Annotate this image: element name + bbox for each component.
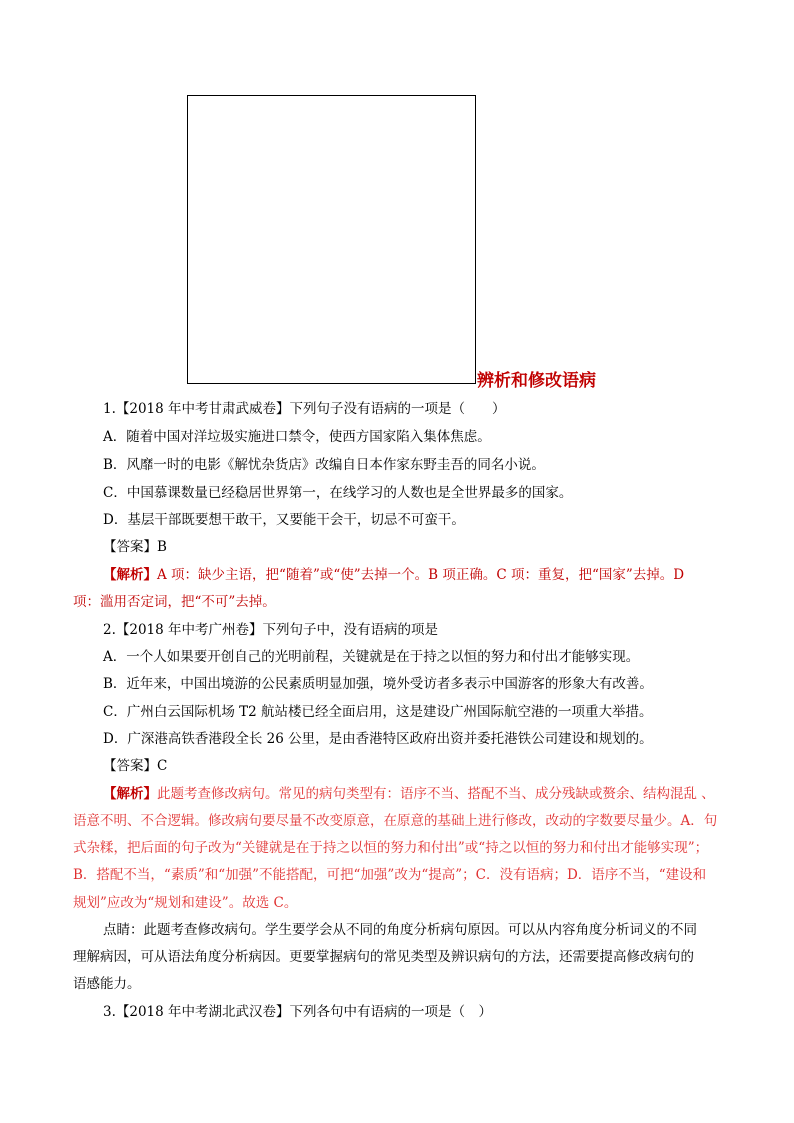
q2-option-d: D．广深港高铁香港段全长 26 公里，是由香港特区政府出资并委托港铁公司建设和规划的。: [103, 731, 653, 747]
q1-option-a: A．随着中国对洋垃圾实施进口禁令，使西方国家陷入集体焦虑。: [103, 429, 491, 445]
q1-analysis-line-1: [103, 565, 684, 585]
image-placeholder-frame: [187, 95, 476, 384]
q2-analysis-line-5: 规划”应改为“规划和建设”。故选 C。: [73, 895, 298, 911]
q2-stem: 2.【2018 年中考广州卷】下列句子中，没有语病的项是: [103, 622, 439, 638]
q1-answer: 【答案】B: [103, 539, 167, 555]
q1-stem: 1.【2018 年中考甘肃武威卷】下列句子没有语病的一项是（ ）: [103, 401, 506, 417]
q1-analysis-line-2: 项：滥用否定词，把“不可”去掉。: [73, 594, 276, 610]
q1-analysis-text-1: A 项：缺少主语，把“随着”或“使”去掉一个。B 项正确。C 项：重复，把“国家”去掉。D: [157, 567, 685, 583]
q1-option-b: B．风靡一时的电影《解忧杂货店》改编自日本作家东野圭吾的同名小说。: [103, 457, 545, 473]
q2-analysis-line-4: B．搭配不当，“素质”和“加强”不能搭配，可把“加强”改为“提高”；C．没有语病；D．语序不当，“建设和: [73, 867, 707, 883]
q1-option-c: C．中国慕课数量已经稳居世界第一，在线学习的人数也是全世界最多的国家。: [103, 485, 573, 501]
q2-tip-line-2: 理解病因，可从语法角度分析病因。更要掌握病句的常见类型及辨识病句的方法，还需要提高修改病句的: [73, 949, 694, 965]
q2-answer: 【答案】C: [103, 758, 168, 774]
section-title: 辨析和修改语病: [477, 371, 596, 391]
q2-tip-line-1: 点睛：此题考查修改病句。学生要学会从不同的角度分析病句原因。可以从内容角度分析词义的不同: [103, 922, 697, 938]
q2-option-c: C．广州白云国际机场 T2 航站楼已经全面启用，这是建设广州国际航空港的一项重大举措。: [103, 704, 653, 720]
q2-analysis-line-3: 式杂糅，把后面的句子改为“关键就是在于持之以恒的努力和付出”或“持之以恒的努力和付出才能够实现”；: [73, 840, 709, 856]
q2-tip-line-3: 语感能力。: [73, 976, 141, 992]
q2-analysis-label: 【解析】: [103, 786, 157, 802]
q2-option-a: A．一个人如果要开创自己的光明前程，关键就是在于持之以恒的努力和付出才能够实现。: [103, 649, 640, 665]
q1-option-d: D．基层干部既要想干敢干，又要能干会干，切忌不可蛮干。: [103, 512, 465, 528]
q2-option-b: B．近年来，中国出境游的公民素质明显加强，境外受访者多表示中国游客的形象大有改善。: [103, 676, 653, 692]
q2-analysis-text-1: 此题考查修改病句。常见的病句类型有：语序不当、搭配不当、成分残缺或赘余、结构混乱 、: [157, 786, 715, 802]
q2-analysis-line-2: 语意不明、不合逻辑。修改病句要尽量不改变原意，在原意的基础上进行修改，改动的字数要尽量少。A．句: [73, 813, 718, 829]
q3-stem: 3.【2018 年中考湖北武汉卷】下列各句中有语病的一项是（ ）: [103, 1004, 493, 1020]
q1-analysis-label: 【解析】: [103, 567, 157, 583]
q2-analysis-line-1: [103, 784, 715, 804]
